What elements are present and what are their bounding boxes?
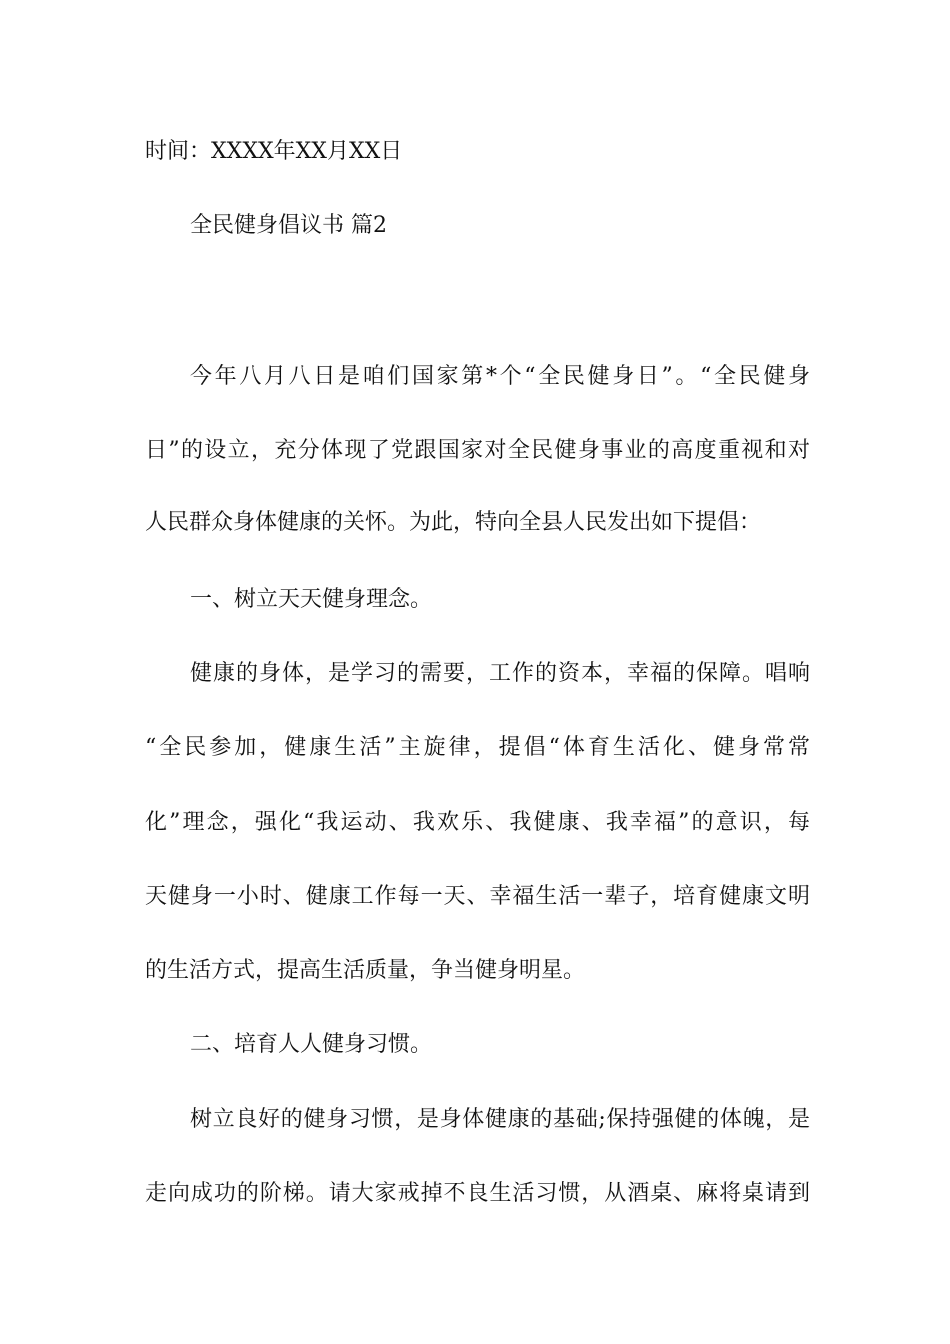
paragraph-2-line-4: 天健身一小时、健康工作每一天、幸福生活一辈子，培育健康文明	[145, 884, 810, 909]
paragraph-3-line-2: 走向成功的阶梯。请大家戒掉不良生活习惯，从酒桌、麻将桌请到	[145, 1181, 810, 1206]
heading-1: 一、树立天天健身理念。	[190, 587, 433, 612]
paragraph-2-line-1: 健康的身体，是学习的需要，工作的资本，幸福的保障。唱响	[190, 661, 810, 686]
time-line: 时间：XXXX年XX月XX日	[145, 139, 403, 164]
paragraph-3-line-1: 树立良好的健身习惯，是身体健康的基础;保持强健的体魄，是	[190, 1107, 810, 1132]
paragraph-1-line-2: 日”的设立，充分体现了党跟国家对全民健身事业的高度重视和对	[145, 438, 810, 463]
paragraph-2-line-2: “全民参加，健康生活”主旋律，提倡“体育生活化、健身常常	[145, 735, 810, 760]
paragraph-2-line-5: 的生活方式，提高生活质量，争当健身明星。	[145, 958, 586, 983]
section-title: 全民健身倡议书 篇2	[190, 213, 387, 238]
paragraph-1-line-3: 人民群众身体健康的关怀。为此，特向全县人民发出如下提倡：	[145, 510, 762, 535]
paragraph-2-line-3: 化”理念，强化“我运动、我欢乐、我健康、我幸福”的意识，每	[145, 810, 810, 835]
paragraph-1-line-1: 今年八月八日是咱们国家第*个“全民健身日”。“全民健身	[190, 364, 810, 389]
heading-2: 二、培育人人健身习惯。	[190, 1032, 433, 1057]
